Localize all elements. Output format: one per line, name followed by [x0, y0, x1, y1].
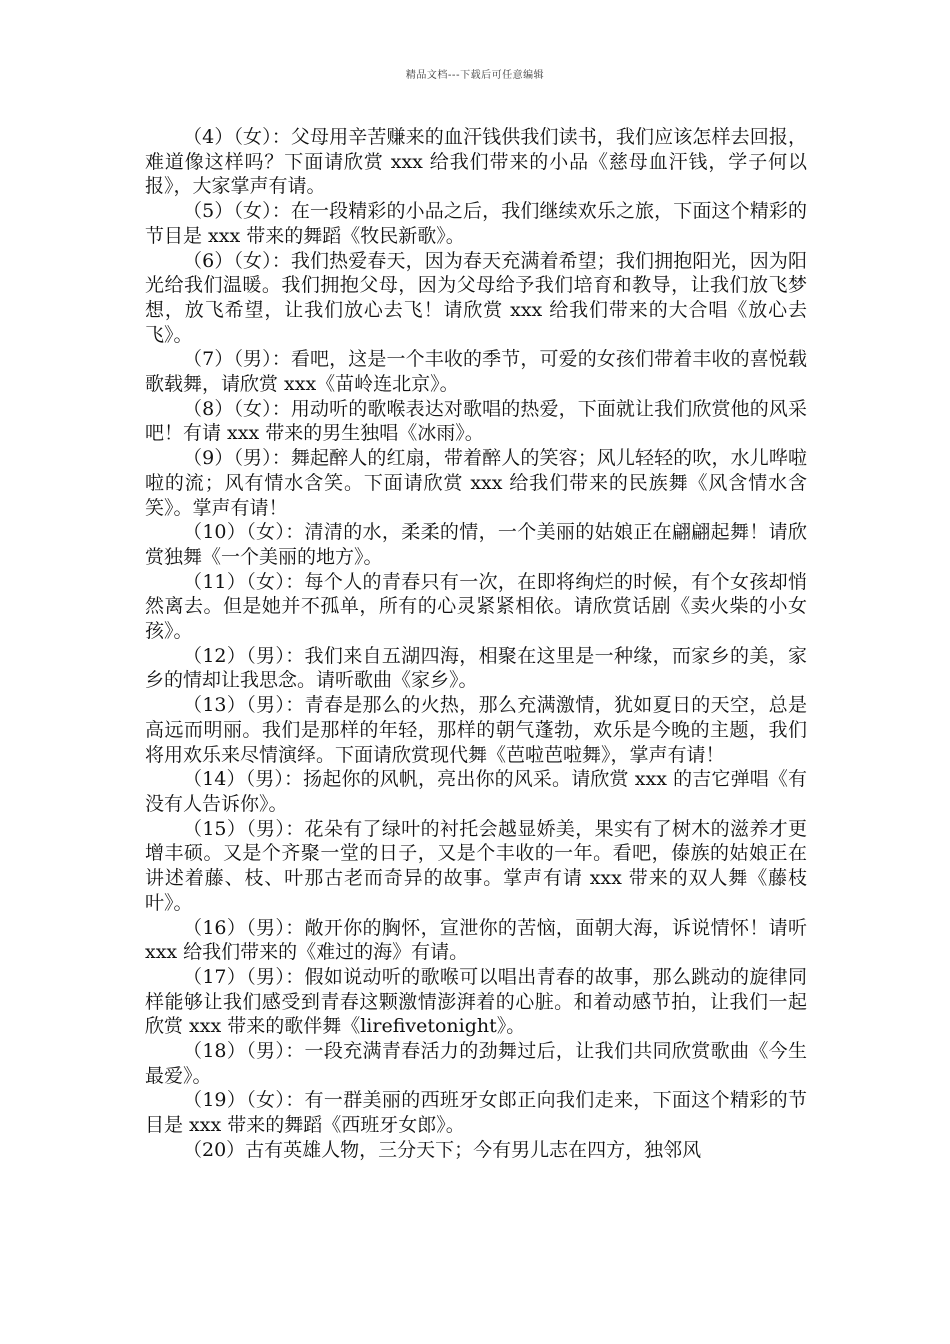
- document-body: [145, 125, 807, 1163]
- paragraph-18: （18）（男）：一段充满青春活力的劲舞过后，让我们共同欣赏歌曲《今生最爱》。: [145, 1040, 807, 1087]
- paragraph-20: （20）古有英雄人物，三分天下；今有男儿志在四方，独邻风: [183, 1138, 702, 1161]
- paragraph-11: （11）（女）：每个人的青春只有一次，在即将绚烂的时候，有个女孩却悄然离去。但是她并不孤单，所有的心灵紧紧相依。请欣赏话剧《卖火柴的小女孩》。: [145, 570, 807, 643]
- paragraph-15: （15）（男）：花朵有了绿叶的衬托会越显娇美，果实有了树木的滋养才更增丰硕。又是个齐聚一堂的日子，又是个丰收的一年。看吧，傣族的姑娘正在讲述着藤、枝、叶那古老而奇异的故事。掌声有请 xxx 带来的双人舞《藤枝叶》。: [145, 817, 807, 914]
- paragraph-17: （17）（男）：假如说动听的歌喉可以唱出青春的故事，那么跳动的旋律同样能够让我们感受到青春这颗激情澎湃着的心脏。和着动感节拍，让我们一起欣赏 xxx 带来的歌伴舞《lirefivetonight》。: [145, 965, 807, 1038]
- paragraph-8: （8）（女）：用动听的歌喉表达对歌唱的热爱，下面就让我们欣赏他的风采吧！有请 xxx 带来的男生独唱《冰雨》。: [145, 397, 807, 445]
- paragraph-14: （14）（男）：扬起你的风帆，亮出你的风采。请欣赏 xxx 的吉它弹唱《有没有人告诉你》。: [145, 768, 807, 815]
- page-header: 精品文档---下载后可任意编辑: [405, 70, 545, 81]
- paragraph-10: （10）（女）：清清的水，柔柔的情，一个美丽的姑娘正在翩翩起舞！请欣赏独舞《一个美丽的地方》。: [145, 521, 807, 568]
- paragraph-6: （6）（女）：我们热爱春天，因为春天充满着希望；我们拥抱阳光，因为阳光给我们温暖。我们拥抱父母，因为父母给予我们培育和教导，让我们放飞梦想，放飞希望，让我们放心去飞！请欣赏 xxx 给我们带来的大合唱《放心去飞》。: [145, 249, 807, 346]
- paragraph-12: （12）（男）：我们来自五湖四海，相聚在这里是一种缘，而家乡的美，家乡的情却让我思念。请听歌曲《家乡》。: [145, 644, 807, 692]
- paragraph-16: （16）（男）：敞开你的胸怀，宣泄你的苦恼，面朝大海，诉说情怀！请听 xxx 给我们带来的《难过的海》有请。: [145, 916, 807, 964]
- paragraph-9: （9）（男）：舞起醉人的红扇，带着醉人的笑容；风儿轻轻的吹，水儿哗啦啦的流；风有情水含笑。下面请欣赏 xxx 给我们带来的民族舞《风含情水含笑》。掌声有请！: [145, 447, 807, 519]
- paragraph-5: （5）（女）：在一段精彩的小品之后，我们继续欢乐之旅，下面这个精彩的节目是 xxx 带来的舞蹈《牧民新歌》。: [145, 200, 807, 247]
- paragraph-4: （4）（女）：父母用辛苦赚来的血汗钱供我们读书，我们应该怎样去回报，难道像这样吗？下面请欣赏 xxx 给我们带来的小品《慈母血汗钱，学子何以报》，大家掌声有请。: [145, 126, 807, 198]
- paragraph-13: （13）（男）：青春是那么的火热，那么充满激情，犹如夏日的天空，总是高远而明丽。我们是那样的年轻，那样的朝气蓬勃，欢乐是今晚的主题，我们将用欢乐来尽情演绎。下面请欣赏现代舞《芭啦芭啦舞》，掌声有请！: [145, 694, 807, 766]
- paragraph-7: （7）（男）：看吧，这是一个丰收的季节，可爱的女孩们带着丰收的喜悦载歌载舞，请欣赏 xxx《苗岭连北京》。: [145, 348, 807, 396]
- paragraph-19: （19）（女）：有一群美丽的西班牙女郎正向我们走来，下面这个精彩的节目是 xxx 带来的舞蹈《西班牙女郎》。: [145, 1089, 807, 1137]
